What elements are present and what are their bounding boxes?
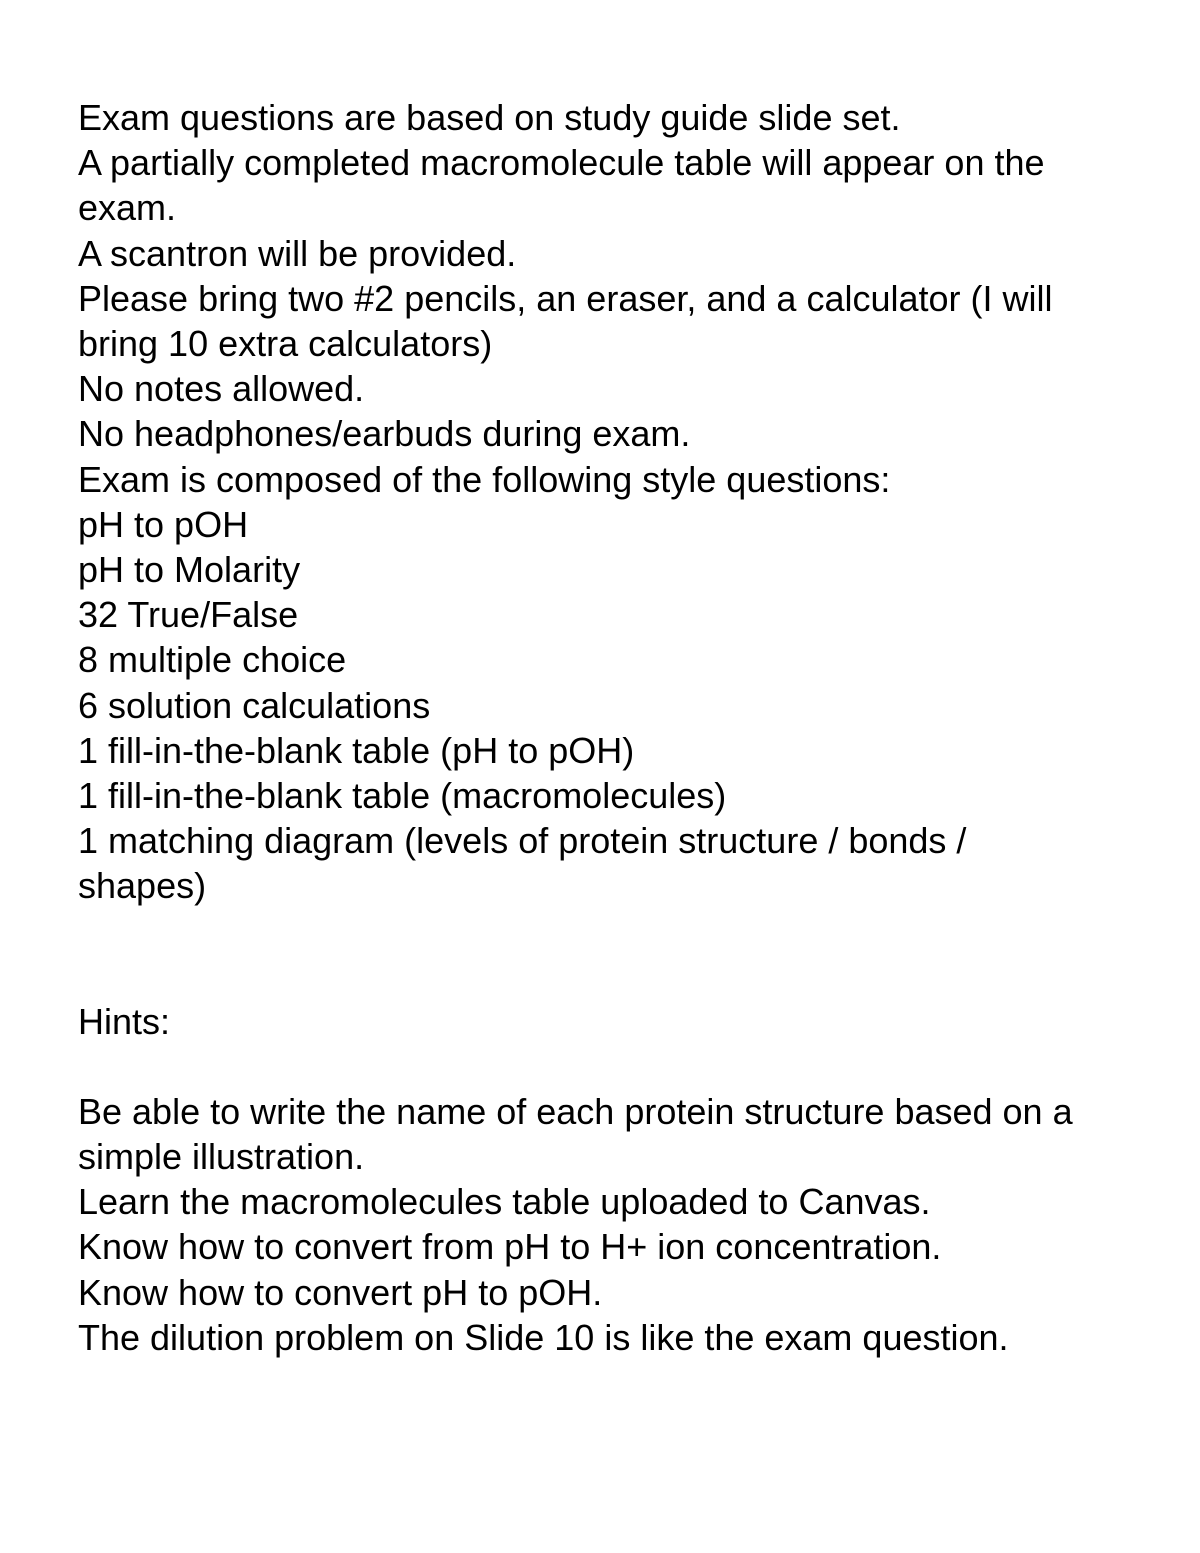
- hint-line: Learn the macromolecules table uploaded to Canvas.: [78, 1181, 931, 1223]
- hints-heading: Hints:: [78, 1000, 171, 1042]
- hint-line: Know how to convert pH to pOH.: [78, 1271, 603, 1313]
- exam-notes: [78, 95, 1178, 909]
- text-line: exam.: [78, 187, 177, 229]
- text-line: 1 fill-in-the-blank table (pH to pOH): [78, 729, 635, 771]
- text-line: 1 fill-in-the-blank table (macromolecules): [78, 775, 727, 817]
- text-line: pH to pOH: [78, 503, 249, 545]
- text-line: Exam is composed of the following style questions:: [78, 458, 891, 500]
- hint-line: Be able to write the name of each protein structure based on a: [78, 1090, 1073, 1132]
- hint-line: The dilution problem on Slide 10 is like the exam question.: [78, 1316, 1009, 1358]
- text-line: 6 solution calculations: [78, 684, 431, 726]
- blank-space: [78, 909, 1178, 999]
- text-line: 8 multiple choice: [78, 639, 347, 681]
- text-line: A scantron will be provided.: [78, 232, 517, 274]
- text-line: bring 10 extra calculators): [78, 323, 493, 365]
- hints-list: [78, 1089, 1178, 1360]
- text-line: No notes allowed.: [78, 368, 365, 410]
- hint-line: Know how to convert from pH to H+ ion concentration.: [78, 1226, 942, 1268]
- text-line: A partially completed macromolecule table will appear on the: [78, 142, 1045, 184]
- document-page: [78, 95, 1178, 1360]
- text-line: 1 matching diagram (levels of protein structure / bonds /: [78, 820, 967, 862]
- text-line: shapes): [78, 865, 207, 907]
- hint-line: simple illustration.: [78, 1136, 365, 1178]
- text-line: No headphones/earbuds during exam.: [78, 413, 691, 455]
- text-line: Exam questions are based on study guide slide set.: [78, 97, 901, 138]
- text-line: Please bring two #2 pencils, an eraser, and a calculator (I will: [78, 277, 1053, 319]
- blank-space: [78, 1044, 1178, 1089]
- text-line: pH to Molarity: [78, 549, 301, 591]
- text-line: 32 True/False: [78, 594, 299, 636]
